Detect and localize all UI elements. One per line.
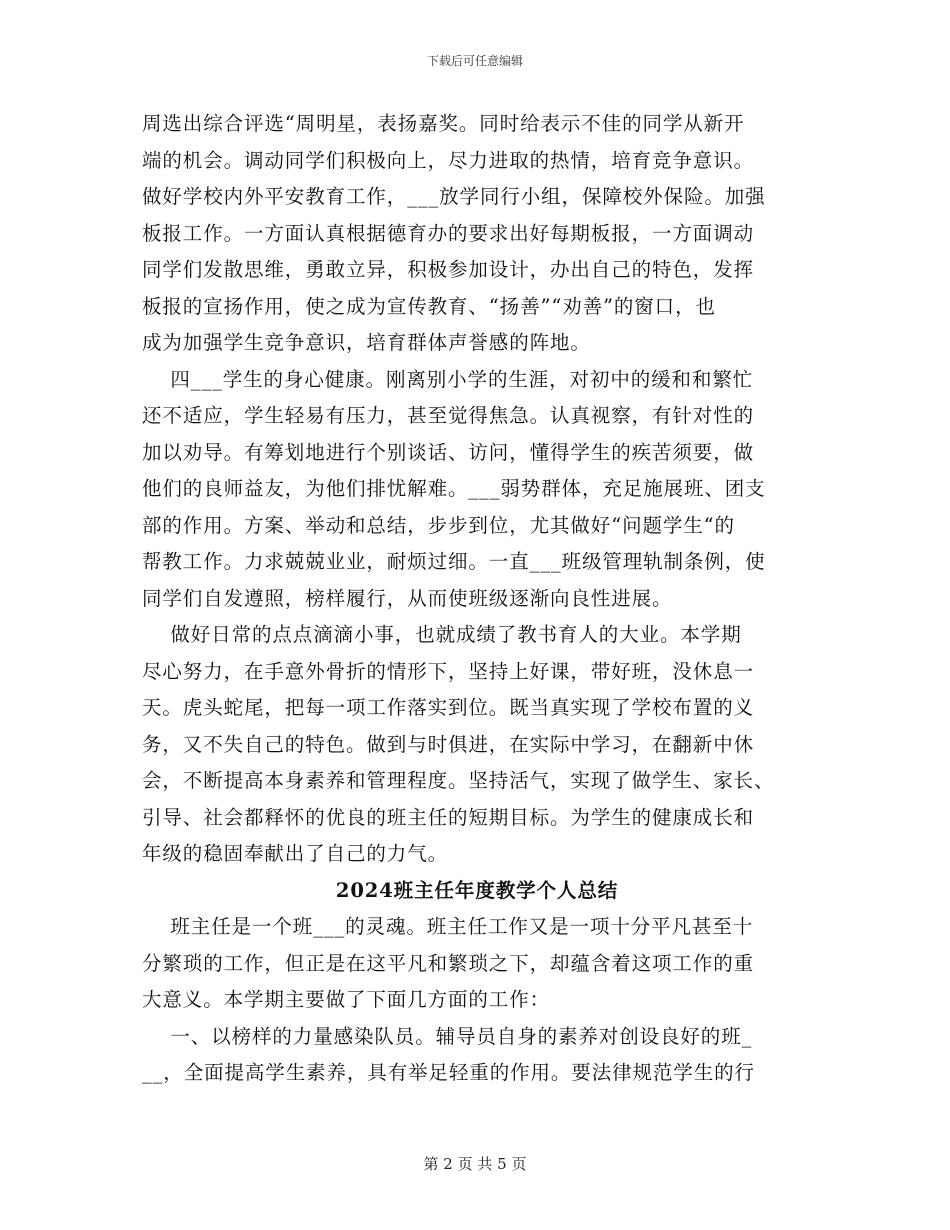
- page-header: 下载后可任意编辑: [426, 54, 523, 68]
- paragraph-line: 班主任是一个班___的灵魂。班主任工作又是一项十分平凡甚至十: [142, 915, 754, 938]
- paragraph-line: 他们的良师益友，为他们排忧解难。___弱势群体，充足施展班、团支: [142, 477, 766, 500]
- paragraph-line: 同学们发散思维，勇敢立异，积极参加设计，办出自己的特色，发挥: [142, 258, 755, 281]
- paragraph-line: 会，不断提高本身素养和管理程度。坚持活气，实现了做学生、家长、: [142, 769, 775, 792]
- paragraph-line: 帮教工作。力求兢兢业业，耐烦过细。一直___班级管理轨制条例，使: [142, 550, 766, 573]
- section-title: 2024班主任年度教学个人总结: [335, 878, 619, 902]
- paragraph-line: 务，又不失自己的特色。做到与时俱进，在实际中学习，在翻新中休: [142, 732, 755, 756]
- paragraph-line: 同学们自发遵照，榜样履行，从而使班级逐渐向良性进展。: [142, 586, 673, 610]
- paragraph-line: 年级的稳固奉献出了自己的力气。: [142, 842, 449, 865]
- paragraph-line: 天。虎头蛇尾，把每一项工作落实到位。既当真实现了学校布置的义: [142, 696, 755, 719]
- paragraph-line: 端的机会。调动同学们积极向上，尽力进取的热情，培育竞争意识。: [142, 148, 755, 172]
- paragraph-line: __，全面提高学生素养，具有举足轻重的作用。要法律规范学生的行: [142, 1061, 755, 1084]
- paragraph-line: 分繁琐的工作，但正是在这平凡和繁琐之下，却蕴含着这项工作的重: [142, 951, 755, 975]
- paragraph-line: 周选出综合评选“周明星，表扬嘉奖。同时给表示不佳的同学从新开: [142, 112, 745, 135]
- paragraph-line: 做好日常的点点滴滴小事，也就成绩了教书育人的大业。本学期: [142, 623, 742, 646]
- paragraph-line: 板报工作。一方面认真根据德育办的要求出好每期板报，一方面调动: [142, 221, 755, 245]
- paragraph-line: 引导、社会都释怀的优良的班主任的短期目标。为学生的健康成长和: [142, 805, 755, 829]
- paragraph-line: 四___学生的身心健康。刚离别小学的生涯，对初中的缓和和繁忙: [142, 367, 754, 391]
- paragraph-line: 板报的宣扬作用，使之成为宣传教育、“扬善”“劝善”的窗口，也: [142, 294, 716, 318]
- paragraph-line: 还不适应，学生轻易有压力，甚至觉得焦急。认真视察，有针对性的: [142, 404, 755, 427]
- page-number-footer: 第 2 页 共 5 页: [423, 1155, 527, 1173]
- paragraph-line: 部的作用。方案、举动和总结，步步到位，尤其做好“问题学生“的: [142, 513, 735, 537]
- paragraph-line: 尽心努力，在手意外骨折的情形下，坚持上好课，带好班，没休息一: [142, 659, 755, 683]
- paragraph-line: 大意义。本学期主要做了下面几方面的工作：: [142, 988, 551, 1011]
- paragraph-line: 成为加强学生竞争意识，培育群体声誉感的阵地。: [142, 331, 591, 354]
- document-body: [142, 106, 812, 1092]
- paragraph-line: 加以劝导。有筹划地进行个别谈话、访问，懂得学生的疾苦须要，做: [142, 440, 755, 464]
- paragraph-line: 一、以榜样的力量感染队员。辅导员自身的素养对创设良好的班_: [142, 1024, 753, 1048]
- paragraph-line: 做好学校内外平安教育工作，___放学同行小组，保障校外保险。加强: [142, 185, 766, 208]
